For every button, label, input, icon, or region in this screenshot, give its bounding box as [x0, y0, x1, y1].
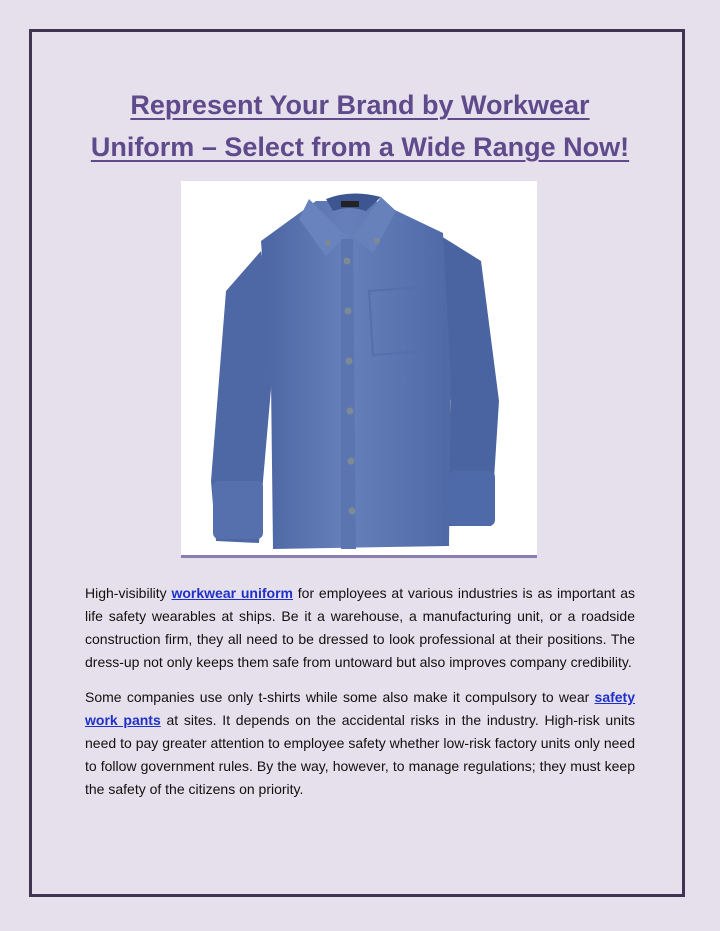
paragraph-1: [85, 582, 635, 674]
article-body: [85, 582, 635, 813]
title-line-1: Represent Your Brand by Workwear: [130, 90, 590, 120]
paragraph-2: [85, 686, 635, 801]
left-cuff: [213, 481, 263, 539]
safety-work-pants-link[interactable]: safety work pants: [85, 689, 635, 728]
shirt-body: [261, 201, 451, 549]
shirt-illustration: [181, 181, 537, 556]
paragraph-1-text-start: High-visibility: [85, 585, 172, 601]
paragraph-1-text-end: for employees at various industries is as important as life safety wearables at ships. Be it a warehouse, a manufacturing unit, or a roadside construction firm, they all need to be dressed to look professional at their positions. The dress-up not only keeps them safe from untoward but also improves company credibility.: [85, 585, 635, 670]
title-line-2: Uniform – Select from a Wide Range Now!: [90, 132, 630, 162]
image-divider: [181, 555, 537, 558]
paragraph-2-text-start: Some companies use only t-shirts while some also make it compulsory to wear: [85, 689, 595, 705]
paragraph-2-text-end: at sites. It depends on the accidental risks in the industry. High-risk units need to pay greater attention to employee safety whether low-risk factory units only need to follow government rules. By the way, however, to manage regulations; they must keep the safety of the citizens on priority.: [85, 712, 635, 797]
collar-label: [341, 201, 359, 207]
page-title: [60, 84, 660, 168]
shirt-image: [181, 181, 537, 556]
right-cuff: [449, 471, 495, 526]
workwear-uniform-link[interactable]: workwear uniform: [171, 585, 293, 601]
